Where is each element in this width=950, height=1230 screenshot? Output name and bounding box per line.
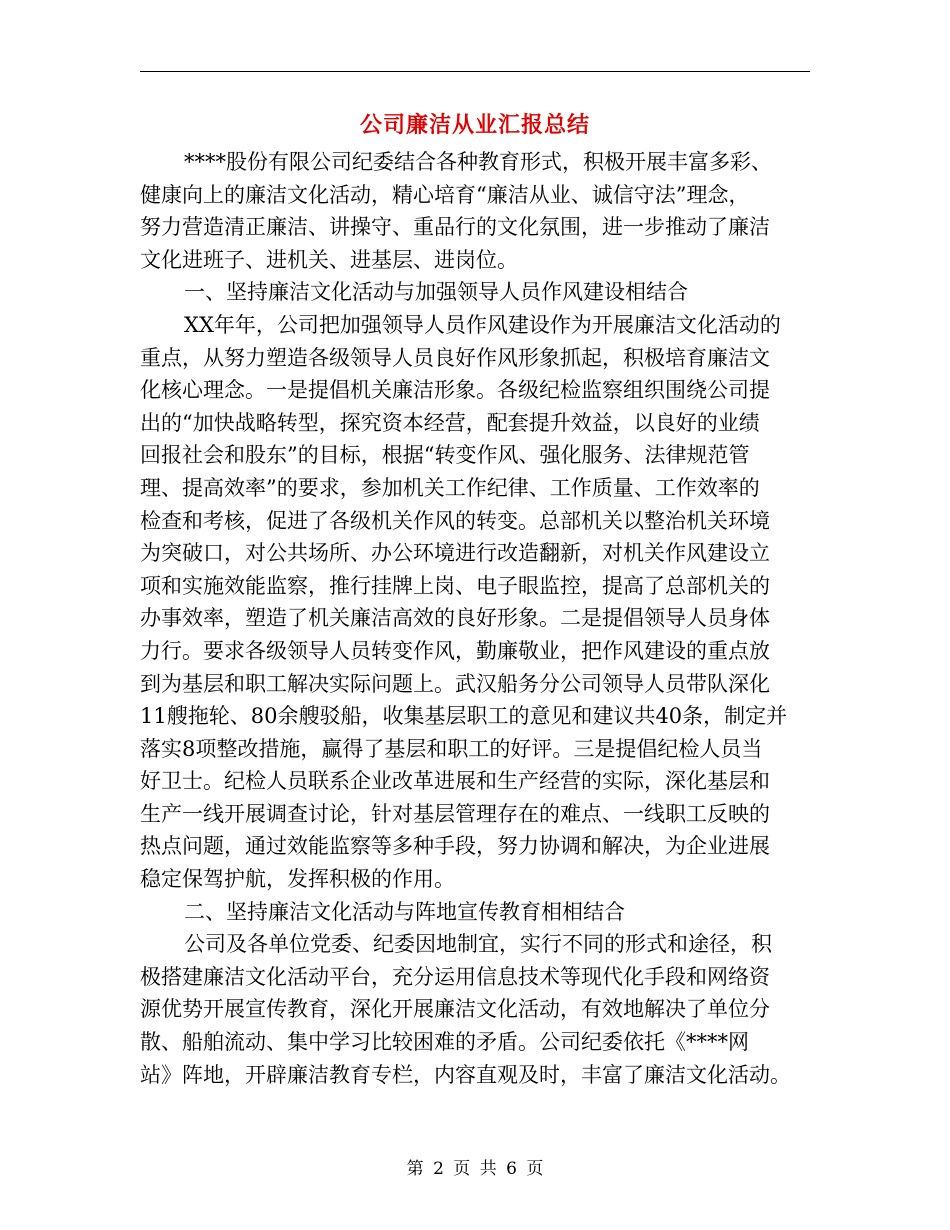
text-line: 稳定保驾护航，发挥积极的作用。 — [140, 867, 455, 892]
text-line: 理、提高效率”的要求，参加机关工作纪律、工作质量、工作效率的 — [140, 475, 760, 500]
text-line: 出的“加快战略转型，探究资本经营，配套提升效益，以良好的业绩 — [140, 410, 760, 435]
text-line: 一、坚持廉洁文化活动与加强领导人员作风建设相结合 — [184, 280, 688, 305]
header-rule — [140, 71, 810, 72]
text-line: 生产一线开展调查讨论，针对基层管理存在的难点、一线职工反映的 — [140, 801, 770, 826]
text-line: 努力营造清正廉洁、讲操守、重品行的文化氛围，进一步推动了廉洁 — [140, 215, 770, 240]
text-line: 力行。要求各级领导人员转变作风，勤廉敬业，把作风建设的重点放 — [140, 638, 770, 663]
text-line: 站》阵地，开辟廉洁教育专栏，内容直观及时，丰富了廉洁文化活动。 — [140, 1062, 791, 1087]
text-line: 散、船舶流动、集中学习比较困难的矛盾。公司纪委依托《****网 — [140, 1030, 749, 1055]
text-line: 公司及各单位党委、纪委因地制宜，实行不同的形式和途径，积 — [184, 932, 772, 957]
text-line: 健康向上的廉洁文化活动，精心培育“廉洁从业、诚信守法”理念， — [140, 182, 750, 207]
text-line: 回报社会和股东”的目标，根据“转变作风、强化服务、法律规范管 — [140, 443, 750, 468]
text-line: 源优势开展宣传教育，深化开展廉洁文化活动，有效地解决了单位分 — [140, 997, 770, 1022]
body-text — [140, 146, 810, 1091]
text-line: 好卫士。纪检人员联系企业改革进展和生产经营的实际，深化基层和 — [140, 769, 770, 794]
text-line: 到为基层和职工解决实际问题上。武汉船务分公司领导人员带队深化 — [140, 671, 770, 696]
text-line: 为突破口，对公共场所、办公环境进行改造翻新，对机关作风建设立 — [140, 541, 770, 566]
text-line: ****股份有限公司纪委结合各种教育形式，积极开展丰富多彩、 — [184, 150, 772, 174]
text-line: 项和实施效能监察，推行挂牌上岗、电子眼监控，提高了总部机关的 — [140, 573, 770, 598]
page-footer: 第 2 页 共 6 页 — [406, 1159, 544, 1179]
text-line: 落实8项整改措施，赢得了基层和职工的好评。三是提倡纪检人员当 — [140, 736, 763, 761]
text-line: 11艘拖轮、80余艘驳船，收集基层职工的意见和建议共40条，制定并 — [140, 704, 788, 729]
text-line: 重点，从努力塑造各级领导人员良好作风形象抓起，积极培育廉洁文 — [140, 345, 770, 370]
text-line: 热点问题，通过效能监察等多种手段，努力协调和解决，为企业进展 — [140, 834, 770, 859]
text-line: 化核心理念。一是提倡机关廉洁形象。各级纪检监察组织围绕公司提 — [140, 378, 770, 403]
text-line: 文化进班子、进机关、进基层、进岗位。 — [140, 247, 518, 272]
text-line: 极搭建廉洁文化活动平台，充分运用信息技术等现代化手段和网络资 — [140, 964, 770, 989]
text-line: 办事效率，塑造了机关廉洁高效的良好形象。二是提倡领导人员身体 — [140, 606, 770, 631]
page-title: 公司廉洁从业汇报总结 — [359, 112, 590, 138]
text-line: 检查和考核，促进了各级机关作风的转变。总部机关以整治机关环境 — [140, 508, 770, 533]
text-line: 二、坚持廉洁文化活动与阵地宣传教育相相结合 — [184, 899, 625, 924]
text-line: XX年年，公司把加强领导人员作风建设作为开展廉洁文化活动的 — [184, 312, 781, 337]
